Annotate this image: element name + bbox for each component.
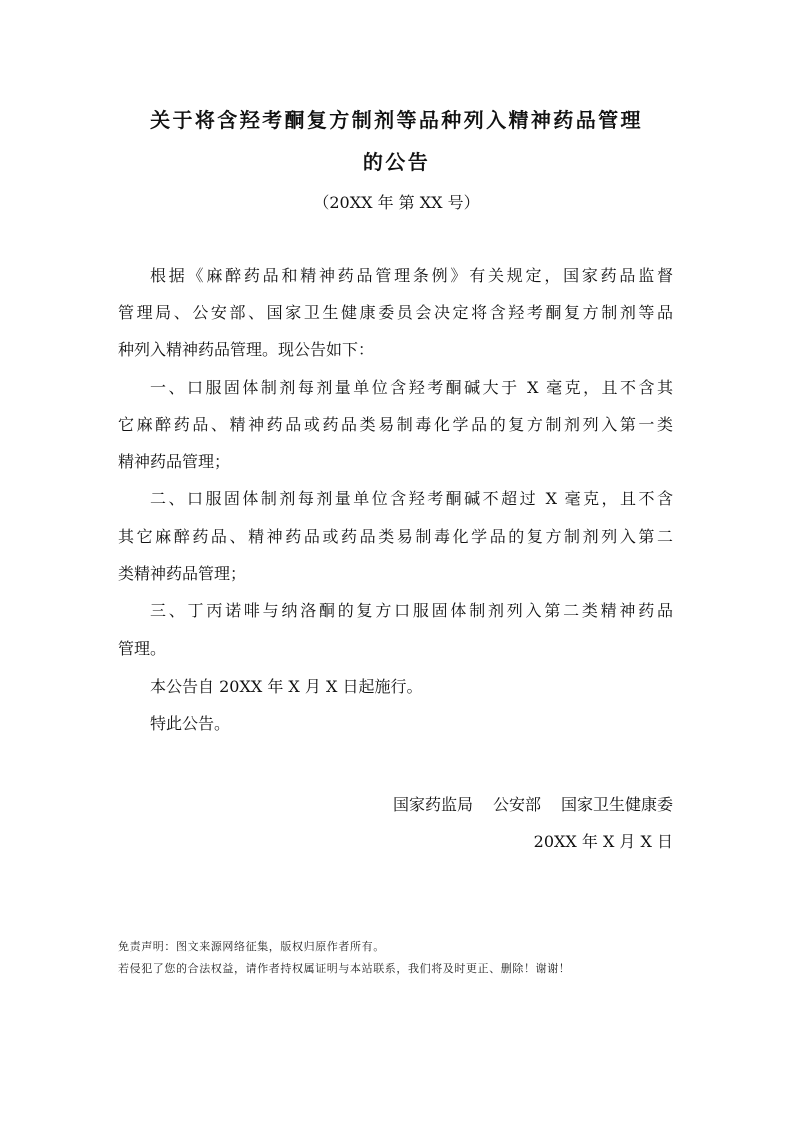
item-2-line-3: 类精神药品管理； [118, 564, 247, 583]
intro-paragraph-line-2: 管理局、公安部、国家卫生健康委员会决定将含羟考酮复方制剂等品 [118, 303, 673, 322]
document-title-line-1: 关于将含羟考酮复方制剂等品种列入精神药品管理 [150, 108, 643, 132]
item-2-line-2: 其它麻醉药品、精神药品或药品类易制毒化学品的复方制剂列入第二 [118, 527, 673, 546]
closing-statement: 特此公告。 [150, 714, 231, 733]
item-1-line-2: 它麻醉药品、精神药品或药品类易制毒化学品的复方制剂列入第一类 [118, 415, 673, 434]
signatory-nmpa: 国家药监局 [392, 795, 473, 814]
issue-date: 20XX 年 X 月 X 日 [533, 832, 673, 851]
disclaimer-line-2: 若侵犯了您的合法权益，请作者持权属证明与本站联系，我们将及时更正、删除！谢谢！ [118, 962, 571, 975]
item-1-line-3: 精神药品管理； [118, 452, 231, 471]
item-3-line-2: 管理。 [118, 639, 167, 658]
item-1-line-1: 一、口服固体制剂每剂量单位含羟考酮碱大于 X 毫克，且不含其 [150, 378, 673, 397]
signatory-nhc: 国家卫生健康委 [560, 795, 673, 814]
intro-paragraph-line-1: 根据《麻醉药品和精神药品管理条例》有关规定，国家药品监督 [150, 266, 673, 285]
item-2-line-1: 二、口服固体制剂每剂量单位含羟考酮碱不超过 X 毫克，且不含 [150, 489, 673, 508]
disclaimer-line-1: 免责声明：图文来源网络征集，版权归原作者所有。 [118, 940, 385, 953]
signatory-organizations [393, 792, 673, 815]
item-3-line-1: 三、丁丙诺啡与纳洛酮的复方口服固体制剂列入第二类精神药品 [150, 601, 673, 620]
document-number: （20XX 年 第 XX 号） [313, 193, 480, 212]
signatory-mps: 公安部 [492, 795, 541, 814]
effective-date-statement: 本公告自 20XX 年 X 月 X 日起施行。 [150, 677, 423, 696]
document-title-line-2: 的公告 [362, 150, 431, 174]
intro-paragraph-line-3: 种列入精神药品管理。现公告如下： [118, 340, 375, 359]
